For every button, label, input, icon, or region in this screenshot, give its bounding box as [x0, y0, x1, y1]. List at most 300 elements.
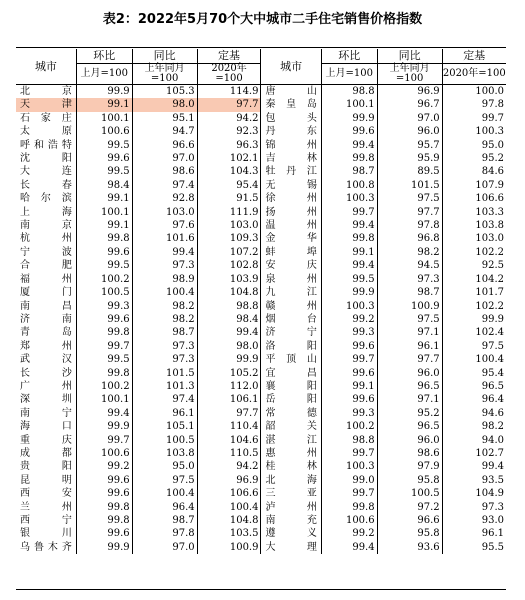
yoy-cell: 96.5	[377, 380, 442, 393]
yoy-cell: 97.0	[132, 152, 197, 165]
table-top-rule	[16, 47, 506, 48]
yoy-cell: 97.3	[132, 353, 197, 366]
base-cell: 103.3	[442, 206, 506, 219]
base-cell: 114.9	[197, 85, 261, 99]
base-cell: 102.4	[442, 326, 506, 339]
yoy-cell: 105.1	[132, 420, 197, 433]
table-row	[16, 246, 506, 259]
city-cell: 金 华	[261, 232, 321, 245]
yoy-cell: 98.6	[377, 447, 442, 460]
yoy-cell: 97.3	[132, 340, 197, 353]
city-cell: 济 宁	[261, 326, 321, 339]
city-cell: 乌鲁木齐	[20, 541, 72, 553]
city-cell: 上 海	[20, 206, 72, 218]
mom-cell: 99.8	[76, 232, 132, 245]
mom-cell: 100.6	[76, 447, 132, 460]
table-row	[16, 326, 506, 339]
mom-cell: 99.6	[76, 474, 132, 487]
mom-cell: 99.8	[76, 501, 132, 514]
mom-cell: 99.5	[76, 165, 132, 178]
yoy-cell: 101.3	[132, 380, 197, 393]
city-cell: 无 锡	[261, 179, 321, 192]
mom-cell: 99.1	[76, 98, 132, 111]
mom-cell: 100.1	[321, 98, 377, 111]
base-cell: 95.2	[442, 152, 506, 165]
yoy-cell: 98.2	[132, 300, 197, 313]
mom-cell: 99.1	[76, 219, 132, 232]
mom-cell: 99.8	[76, 514, 132, 527]
yoy-cell: 96.0	[377, 434, 442, 447]
mom-cell: 99.2	[76, 460, 132, 473]
city-cell: 深 圳	[20, 394, 72, 406]
base-cell: 107.9	[442, 179, 506, 192]
yoy-cell: 97.8	[132, 527, 197, 540]
mom-cell: 98.4	[76, 179, 132, 192]
city-cell: 兰 州	[20, 501, 72, 513]
table-row	[16, 380, 506, 393]
yoy-cell: 97.6	[132, 219, 197, 232]
city-cell: 昆 明	[20, 474, 72, 486]
city-cell: 泉 州	[261, 273, 321, 286]
yoy-cell: 98.2	[377, 246, 442, 259]
base-cell: 95.5	[442, 541, 506, 554]
mom-cell: 99.1	[321, 380, 377, 393]
yoy-cell: 98.7	[132, 326, 197, 339]
yoy-cell: 100.5	[377, 487, 442, 500]
yoy-cell: 95.8	[377, 474, 442, 487]
table-row	[16, 165, 506, 178]
table-row	[16, 447, 506, 460]
mom-cell: 99.7	[321, 206, 377, 219]
table-row	[16, 179, 506, 192]
city-cell: 长 春	[20, 179, 72, 191]
mom-cell: 99.3	[321, 326, 377, 339]
table-row	[16, 232, 506, 245]
city-cell: 石家庄	[20, 112, 72, 124]
base-cell: 97.7	[197, 98, 261, 111]
city-cell: 宁 波	[20, 246, 72, 258]
yoy-cell: 103.0	[132, 206, 197, 219]
yoy-cell: 97.4	[132, 179, 197, 192]
yoy-cell: 96.6	[377, 514, 442, 527]
mom-cell: 100.6	[76, 125, 132, 138]
base-cell: 96.9	[197, 474, 261, 487]
mom-cell: 100.1	[76, 206, 132, 219]
base-cell: 103.9	[197, 273, 261, 286]
table-row	[16, 353, 506, 366]
yoy-cell: 95.7	[377, 139, 442, 152]
city-cell: 九 江	[261, 286, 321, 299]
base-cell: 93.0	[442, 514, 506, 527]
mom-cell: 99.8	[76, 326, 132, 339]
yoy-cell: 97.9	[377, 460, 442, 473]
city-cell: 贵 阳	[20, 461, 72, 473]
mom-cell: 99.4	[321, 259, 377, 272]
yoy-cell: 96.7	[377, 98, 442, 111]
mom-cell: 99.5	[321, 273, 377, 286]
city-cell: 秦皇岛	[261, 98, 321, 111]
city-cell: 北 京	[20, 86, 72, 97]
table-row	[16, 98, 506, 111]
base-cell: 106.6	[197, 487, 261, 500]
yoy-cell: 100.9	[377, 300, 442, 313]
yoy-cell: 95.0	[132, 460, 197, 473]
mom-cell: 100.2	[76, 273, 132, 286]
base-cell: 94.2	[197, 460, 261, 473]
yoy-cell: 96.4	[132, 501, 197, 514]
mom-cell: 100.2	[76, 380, 132, 393]
base-cell: 105.2	[197, 367, 261, 380]
yoy-cell: 95.9	[377, 152, 442, 165]
city-cell: 天 津	[16, 98, 76, 111]
base-cell: 96.1	[442, 527, 506, 540]
base-cell: 109.3	[197, 232, 261, 245]
base-cell: 98.8	[197, 300, 261, 313]
table-bottom-rule	[16, 589, 506, 590]
city-cell: 吉 林	[261, 152, 321, 165]
city-cell: 唐 山	[261, 85, 321, 99]
table-row	[16, 367, 506, 380]
mom-cell: 99.9	[76, 541, 132, 554]
mom-cell: 100.3	[321, 460, 377, 473]
base-cell: 104.8	[197, 514, 261, 527]
base-cell: 97.5	[442, 340, 506, 353]
city-cell: 成 都	[20, 447, 72, 459]
city-header-left: 城市	[16, 49, 76, 85]
yoy-cell: 98.6	[132, 165, 197, 178]
mom-cell: 99.9	[321, 112, 377, 125]
table-row	[16, 474, 506, 487]
table-row	[16, 259, 506, 272]
city-cell: 南 京	[20, 220, 72, 232]
mom-cell: 99.1	[76, 192, 132, 205]
city-cell: 青 岛	[20, 327, 72, 339]
yoy-cell: 105.3	[132, 85, 197, 99]
yoy-cell: 101.5	[377, 179, 442, 192]
base-cell: 99.4	[442, 460, 506, 473]
city-cell: 韶 关	[261, 420, 321, 433]
base-cell: 102.8	[197, 259, 261, 272]
base-cell: 107.2	[197, 246, 261, 259]
city-cell: 大 理	[261, 541, 321, 554]
base-cell: 91.5	[197, 192, 261, 205]
mom-cell: 99.7	[76, 340, 132, 353]
mom-cell: 99.2	[321, 527, 377, 540]
city-cell: 合 肥	[20, 260, 72, 272]
table-row	[16, 541, 506, 554]
city-cell: 厦 门	[20, 287, 72, 299]
yoy-cell: 97.2	[377, 501, 442, 514]
yoy-header-right: 同比	[377, 49, 442, 64]
yoy-subheader-right: 上年同月=100	[377, 64, 442, 85]
base-cell: 112.0	[197, 380, 261, 393]
yoy-header-left: 同比	[132, 49, 197, 64]
mom-cell: 99.4	[321, 541, 377, 554]
base-cell: 101.7	[442, 286, 506, 299]
yoy-cell: 97.8	[377, 219, 442, 232]
base-cell: 95.0	[442, 139, 506, 152]
yoy-cell: 97.0	[377, 112, 442, 125]
mom-cell: 99.6	[76, 527, 132, 540]
table-row	[16, 340, 506, 353]
table-row	[16, 393, 506, 406]
base-cell: 102.2	[442, 300, 506, 313]
mom-cell: 99.2	[321, 313, 377, 326]
base-cell: 104.2	[442, 273, 506, 286]
mom-cell: 100.1	[76, 393, 132, 406]
yoy-cell: 89.5	[377, 165, 442, 178]
mom-cell: 100.8	[321, 179, 377, 192]
base-cell: 94.2	[197, 112, 261, 125]
city-cell: 郑 州	[20, 340, 72, 352]
city-cell: 徐 州	[261, 192, 321, 205]
mom-cell: 99.4	[321, 139, 377, 152]
yoy-cell: 96.5	[377, 420, 442, 433]
yoy-cell: 100.5	[132, 434, 197, 447]
base-cell: 100.3	[442, 125, 506, 138]
city-cell: 锦 州	[261, 139, 321, 152]
yoy-cell: 97.3	[132, 259, 197, 272]
mom-cell: 99.9	[321, 286, 377, 299]
base-cell: 104.3	[197, 165, 261, 178]
table-row	[16, 514, 506, 527]
yoy-cell: 94.5	[377, 259, 442, 272]
mom-cell: 99.6	[321, 340, 377, 353]
mom-header-left: 环比	[76, 49, 132, 64]
mom-cell: 99.3	[321, 407, 377, 420]
city-cell: 南 宁	[20, 407, 72, 419]
city-cell: 牡丹江	[261, 165, 321, 178]
base-cell: 96.3	[197, 139, 261, 152]
city-cell: 杭 州	[20, 233, 72, 245]
base-cell: 99.9	[442, 313, 506, 326]
mom-cell: 99.8	[76, 367, 132, 380]
yoy-cell: 96.1	[132, 407, 197, 420]
yoy-cell: 97.5	[377, 313, 442, 326]
yoy-cell: 99.4	[132, 246, 197, 259]
city-cell: 南 充	[261, 514, 321, 527]
base-cell: 97.3	[442, 501, 506, 514]
base-cell: 103.5	[197, 527, 261, 540]
yoy-cell: 97.5	[377, 192, 442, 205]
table-row	[16, 286, 506, 299]
city-cell: 遵 义	[261, 527, 321, 540]
yoy-cell: 100.4	[132, 286, 197, 299]
table-title: 表2：2022年5月70个大中城市二手住宅销售价格指数	[102, 12, 423, 27]
table-row	[16, 420, 506, 433]
mom-cell: 99.7	[76, 434, 132, 447]
mom-cell: 98.7	[321, 165, 377, 178]
yoy-cell: 95.2	[377, 407, 442, 420]
city-cell: 广 州	[20, 380, 72, 392]
yoy-cell: 97.3	[377, 273, 442, 286]
city-cell: 三 亚	[261, 487, 321, 500]
table-row	[16, 192, 506, 205]
mom-cell: 99.9	[76, 420, 132, 433]
city-cell: 武 汉	[20, 354, 72, 366]
yoy-cell: 98.9	[132, 273, 197, 286]
city-cell: 济 南	[20, 313, 72, 325]
city-cell: 长 沙	[20, 367, 72, 379]
base-cell: 95.4	[197, 179, 261, 192]
base-cell: 94.6	[442, 407, 506, 420]
base-cell: 103.0	[197, 219, 261, 232]
mom-cell: 100.1	[76, 112, 132, 125]
city-cell: 安 庆	[261, 259, 321, 272]
table-row	[16, 313, 506, 326]
city-cell: 襄 阳	[261, 380, 321, 393]
yoy-subheader-left: 上年同月=100	[132, 64, 197, 85]
yoy-cell: 97.1	[377, 393, 442, 406]
base-cell: 110.5	[197, 447, 261, 460]
mom-cell: 100.3	[321, 192, 377, 205]
mom-cell: 99.8	[321, 232, 377, 245]
mom-cell: 99.6	[76, 246, 132, 259]
city-cell: 岳 阳	[261, 393, 321, 406]
base-cell: 98.0	[197, 340, 261, 353]
city-header-right: 城市	[261, 49, 321, 85]
yoy-cell: 98.0	[132, 98, 197, 111]
table-row	[16, 300, 506, 313]
city-cell: 福 州	[20, 273, 72, 285]
yoy-cell: 94.7	[132, 125, 197, 138]
mom-cell: 99.6	[76, 487, 132, 500]
city-cell: 丹 东	[261, 125, 321, 138]
base-cell: 102.7	[442, 447, 506, 460]
base-cell: 102.2	[442, 246, 506, 259]
city-cell: 蚌 埠	[261, 246, 321, 259]
city-cell: 常 德	[261, 407, 321, 420]
yoy-cell: 96.9	[377, 85, 442, 99]
mom-cell: 98.8	[321, 85, 377, 99]
mom-subheader-left: 上月=100	[76, 64, 132, 85]
yoy-cell: 98.7	[377, 286, 442, 299]
yoy-cell: 97.5	[132, 474, 197, 487]
yoy-cell: 96.0	[377, 367, 442, 380]
city-cell: 平顶山	[261, 353, 321, 366]
city-cell: 南 昌	[20, 300, 72, 312]
city-cell: 北 海	[261, 474, 321, 487]
yoy-cell: 95.1	[132, 112, 197, 125]
city-cell: 哈尔滨	[20, 193, 72, 205]
city-cell: 沈 阳	[20, 153, 72, 165]
base-cell: 94.0	[442, 434, 506, 447]
mom-cell: 99.9	[76, 85, 132, 99]
base-cell: 84.6	[442, 165, 506, 178]
mom-cell: 99.7	[321, 447, 377, 460]
mom-cell: 99.6	[321, 367, 377, 380]
base-cell: 100.0	[442, 85, 506, 99]
mom-cell: 100.2	[321, 420, 377, 433]
mom-cell: 99.5	[76, 353, 132, 366]
city-cell: 温 州	[261, 219, 321, 232]
table-row	[16, 139, 506, 152]
mom-cell: 100.5	[76, 286, 132, 299]
yoy-cell: 97.7	[377, 206, 442, 219]
yoy-cell: 97.0	[132, 541, 197, 554]
city-cell: 太 原	[20, 126, 72, 138]
mom-cell: 99.1	[321, 246, 377, 259]
yoy-cell: 92.8	[132, 192, 197, 205]
city-cell: 宜 昌	[261, 367, 321, 380]
base-cell: 99.7	[442, 112, 506, 125]
mom-cell: 100.3	[321, 300, 377, 313]
table-row	[16, 125, 506, 138]
mom-cell: 98.8	[321, 434, 377, 447]
base-cell: 100.9	[197, 541, 261, 554]
mom-cell: 99.0	[321, 474, 377, 487]
base-cell: 99.9	[197, 353, 261, 366]
table-row	[16, 501, 506, 514]
base-cell: 95.4	[442, 367, 506, 380]
city-cell: 重 庆	[20, 434, 72, 446]
table-row	[16, 206, 506, 219]
mom-cell: 99.7	[321, 487, 377, 500]
base-subheader-right: 2020年=100	[442, 64, 506, 85]
base-header-right: 定基	[442, 49, 506, 64]
base-cell: 111.9	[197, 206, 261, 219]
mom-cell: 99.6	[76, 152, 132, 165]
base-cell: 96.4	[442, 393, 506, 406]
yoy-cell: 97.7	[377, 353, 442, 366]
mom-cell: 99.8	[321, 152, 377, 165]
yoy-cell: 95.8	[377, 527, 442, 540]
base-cell: 92.3	[197, 125, 261, 138]
mom-cell: 99.6	[321, 393, 377, 406]
base-cell: 102.1	[197, 152, 261, 165]
base-cell: 99.4	[197, 326, 261, 339]
base-header-left: 定基	[197, 49, 261, 64]
mom-cell: 99.4	[321, 219, 377, 232]
city-cell: 烟 台	[261, 313, 321, 326]
city-cell: 洛 阳	[261, 340, 321, 353]
base-cell: 106.6	[442, 192, 506, 205]
mom-cell: 99.7	[321, 353, 377, 366]
table-row	[16, 152, 506, 165]
city-cell: 桂 林	[261, 460, 321, 473]
table-row	[16, 273, 506, 286]
base-cell: 96.5	[442, 380, 506, 393]
mom-cell: 99.8	[321, 501, 377, 514]
mom-cell: 99.5	[76, 259, 132, 272]
yoy-cell: 97.1	[377, 326, 442, 339]
table-row	[16, 460, 506, 473]
city-cell: 惠 州	[261, 447, 321, 460]
table-row	[16, 487, 506, 500]
yoy-cell: 97.4	[132, 393, 197, 406]
base-cell: 106.1	[197, 393, 261, 406]
yoy-cell: 96.0	[377, 125, 442, 138]
city-cell: 赣 州	[261, 300, 321, 313]
mom-subheader-right: 上月=100	[321, 64, 377, 85]
base-cell: 93.5	[442, 474, 506, 487]
mom-cell: 99.6	[321, 125, 377, 138]
table-row	[16, 407, 506, 420]
yoy-cell: 96.1	[377, 340, 442, 353]
table-row	[16, 434, 506, 447]
mom-cell: 99.5	[76, 139, 132, 152]
yoy-cell: 103.8	[132, 447, 197, 460]
base-cell: 98.4	[197, 313, 261, 326]
city-cell: 呼和浩特	[20, 139, 72, 151]
table-row	[16, 112, 506, 125]
mom-header-right: 环比	[321, 49, 377, 64]
yoy-cell: 98.2	[132, 313, 197, 326]
city-cell: 湛 江	[261, 434, 321, 447]
yoy-cell: 96.6	[132, 139, 197, 152]
base-cell: 97.8	[442, 98, 506, 111]
base-cell: 100.4	[442, 353, 506, 366]
